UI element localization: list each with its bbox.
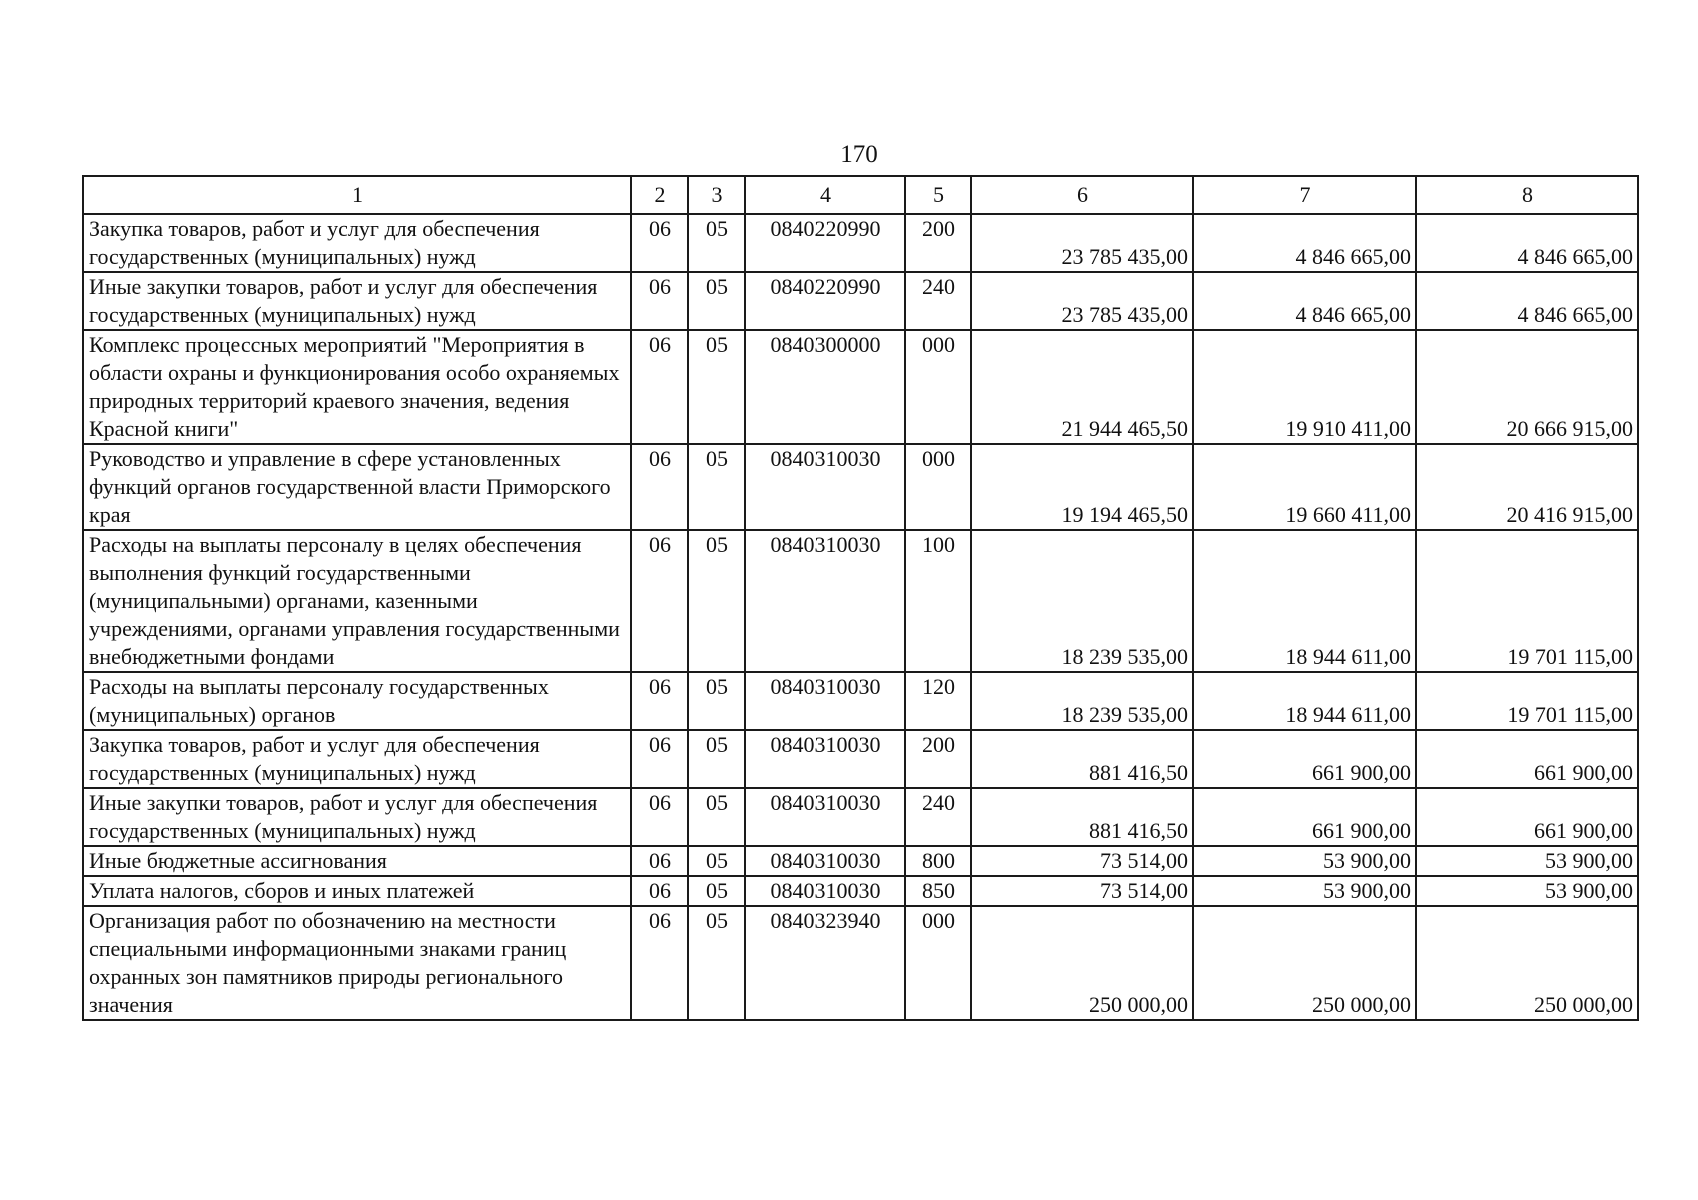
amount-col-8: 20 416 915,00 xyxy=(1416,444,1638,530)
page-number: 170 xyxy=(840,141,878,168)
amount-col-8: 4 846 665,00 xyxy=(1416,214,1638,272)
amount-col-6: 21 944 465,50 xyxy=(971,330,1193,444)
table-row xyxy=(83,330,1638,444)
amount-col-8: 4 846 665,00 xyxy=(1416,272,1638,330)
item-name: Расходы на выплаты персоналу государственных (муниципальных) органов xyxy=(83,672,631,730)
header-cell: 1 xyxy=(83,176,631,214)
subsection-code: 05 xyxy=(688,672,745,730)
expense-type-code: 000 xyxy=(905,330,971,444)
expense-type-code: 240 xyxy=(905,788,971,846)
item-name: Уплата налогов, сборов и иных платежей xyxy=(83,876,631,906)
target-article-code: 0840220990 xyxy=(745,214,905,272)
table-row xyxy=(83,876,1638,906)
subsection-code: 05 xyxy=(688,530,745,672)
target-article-code: 0840310030 xyxy=(745,444,905,530)
table-row xyxy=(83,906,1638,1020)
expense-type-code: 240 xyxy=(905,272,971,330)
target-article-code: 0840310030 xyxy=(745,730,905,788)
header-cell: 3 xyxy=(688,176,745,214)
target-article-code: 0840323940 xyxy=(745,906,905,1020)
amount-col-6: 18 239 535,00 xyxy=(971,530,1193,672)
table-row xyxy=(83,214,1638,272)
target-article-code: 0840300000 xyxy=(745,330,905,444)
item-name: Комплекс процессных мероприятий "Мероприятия в области охраны и функционирования особо охраняемых природных территорий краевого значения, ведения Красной книги" xyxy=(83,330,631,444)
amount-col-6: 23 785 435,00 xyxy=(971,214,1193,272)
amount-col-8: 19 701 115,00 xyxy=(1416,530,1638,672)
header-cell: 5 xyxy=(905,176,971,214)
amount-col-6: 250 000,00 xyxy=(971,906,1193,1020)
amount-col-8: 53 900,00 xyxy=(1416,846,1638,876)
amount-col-6: 881 416,50 xyxy=(971,788,1193,846)
amount-col-6: 18 239 535,00 xyxy=(971,672,1193,730)
amount-col-6: 19 194 465,50 xyxy=(971,444,1193,530)
section-code: 06 xyxy=(631,272,688,330)
header-cell: 8 xyxy=(1416,176,1638,214)
header-cell: 2 xyxy=(631,176,688,214)
item-name: Расходы на выплаты персоналу в целях обеспечения выполнения функций государственными (муниципальными) органами, казенными учреждениями, органами управления государственными внебюджетными фондами xyxy=(83,530,631,672)
expense-type-code: 000 xyxy=(905,444,971,530)
table-row xyxy=(83,788,1638,846)
subsection-code: 05 xyxy=(688,330,745,444)
item-name: Руководство и управление в сфере установленных функций органов государственной власти Приморского края xyxy=(83,444,631,530)
subsection-code: 05 xyxy=(688,272,745,330)
item-name: Иные закупки товаров, работ и услуг для обеспечения государственных (муниципальных) нужд xyxy=(83,788,631,846)
section-code: 06 xyxy=(631,214,688,272)
target-article-code: 0840310030 xyxy=(745,672,905,730)
table-header-row xyxy=(83,176,1638,214)
item-name: Иные закупки товаров, работ и услуг для обеспечения государственных (муниципальных) нужд xyxy=(83,272,631,330)
target-article-code: 0840220990 xyxy=(745,272,905,330)
expense-type-code: 800 xyxy=(905,846,971,876)
header-cell: 7 xyxy=(1193,176,1416,214)
item-name: Иные бюджетные ассигнования xyxy=(83,846,631,876)
amount-col-6: 23 785 435,00 xyxy=(971,272,1193,330)
table-row xyxy=(83,846,1638,876)
target-article-code: 0840310030 xyxy=(745,876,905,906)
header-cell: 4 xyxy=(745,176,905,214)
amount-col-7: 661 900,00 xyxy=(1193,788,1416,846)
subsection-code: 05 xyxy=(688,876,745,906)
section-code: 06 xyxy=(631,672,688,730)
expense-type-code: 200 xyxy=(905,730,971,788)
item-name: Закупка товаров, работ и услуг для обеспечения государственных (муниципальных) нужд xyxy=(83,214,631,272)
table-row xyxy=(83,530,1638,672)
amount-col-7: 19 660 411,00 xyxy=(1193,444,1416,530)
subsection-code: 05 xyxy=(688,788,745,846)
item-name: Организация работ по обозначению на местности специальными информационными знаками границ охранных зон памятников природы регионального значения xyxy=(83,906,631,1020)
section-code: 06 xyxy=(631,906,688,1020)
amount-col-6: 73 514,00 xyxy=(971,846,1193,876)
expense-type-code: 120 xyxy=(905,672,971,730)
amount-col-7: 53 900,00 xyxy=(1193,846,1416,876)
item-name: Закупка товаров, работ и услуг для обеспечения государственных (муниципальных) нужд xyxy=(83,730,631,788)
section-code: 06 xyxy=(631,730,688,788)
amount-col-8: 661 900,00 xyxy=(1416,730,1638,788)
expense-type-code: 000 xyxy=(905,906,971,1020)
target-article-code: 0840310030 xyxy=(745,530,905,672)
subsection-code: 05 xyxy=(688,906,745,1020)
target-article-code: 0840310030 xyxy=(745,788,905,846)
amount-col-7: 661 900,00 xyxy=(1193,730,1416,788)
amount-col-8: 19 701 115,00 xyxy=(1416,672,1638,730)
amount-col-7: 4 846 665,00 xyxy=(1193,272,1416,330)
subsection-code: 05 xyxy=(688,846,745,876)
section-code: 06 xyxy=(631,846,688,876)
header-cell: 6 xyxy=(971,176,1193,214)
amount-col-7: 18 944 611,00 xyxy=(1193,530,1416,672)
subsection-code: 05 xyxy=(688,214,745,272)
table-row xyxy=(83,444,1638,530)
section-code: 06 xyxy=(631,876,688,906)
amount-col-8: 20 666 915,00 xyxy=(1416,330,1638,444)
amount-col-7: 19 910 411,00 xyxy=(1193,330,1416,444)
table-row xyxy=(83,272,1638,330)
section-code: 06 xyxy=(631,788,688,846)
amount-col-7: 53 900,00 xyxy=(1193,876,1416,906)
target-article-code: 0840310030 xyxy=(745,846,905,876)
amount-col-7: 18 944 611,00 xyxy=(1193,672,1416,730)
subsection-code: 05 xyxy=(688,730,745,788)
amount-col-6: 73 514,00 xyxy=(971,876,1193,906)
amount-col-8: 53 900,00 xyxy=(1416,876,1638,906)
section-code: 06 xyxy=(631,530,688,672)
expense-type-code: 200 xyxy=(905,214,971,272)
section-code: 06 xyxy=(631,330,688,444)
amount-col-6: 881 416,50 xyxy=(971,730,1193,788)
amount-col-7: 250 000,00 xyxy=(1193,906,1416,1020)
subsection-code: 05 xyxy=(688,444,745,530)
table-row xyxy=(83,672,1638,730)
table-row xyxy=(83,730,1638,788)
expense-type-code: 100 xyxy=(905,530,971,672)
section-code: 06 xyxy=(631,444,688,530)
expense-type-code: 850 xyxy=(905,876,971,906)
amount-col-8: 661 900,00 xyxy=(1416,788,1638,846)
amount-col-8: 250 000,00 xyxy=(1416,906,1638,1020)
budget-table xyxy=(82,175,1639,1021)
amount-col-7: 4 846 665,00 xyxy=(1193,214,1416,272)
